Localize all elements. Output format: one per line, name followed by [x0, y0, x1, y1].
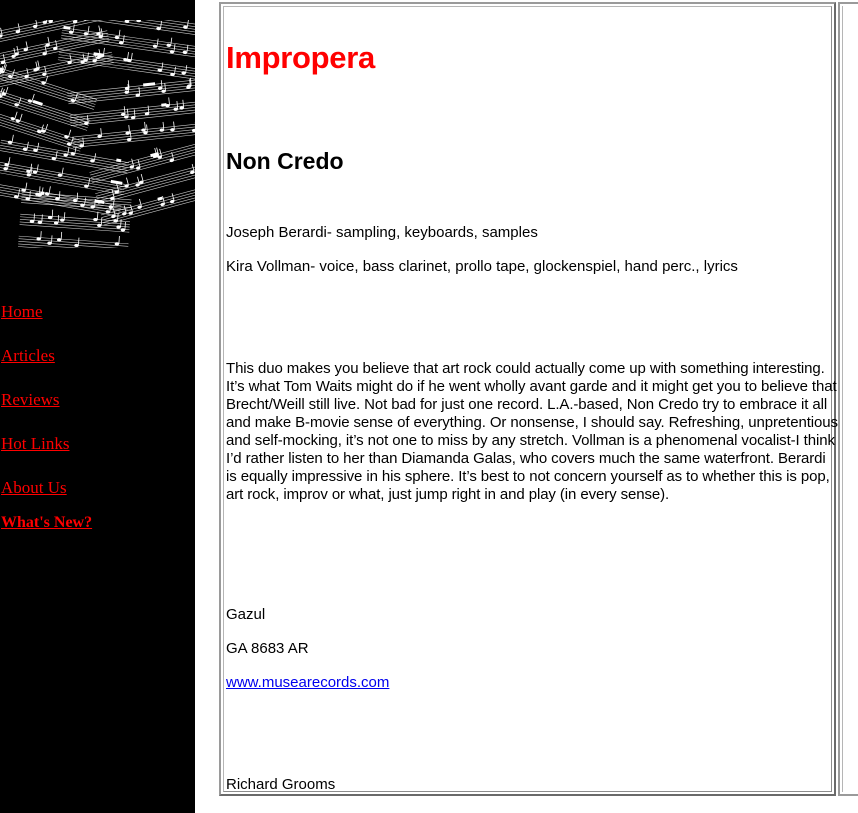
site-title: Impropera: [226, 40, 375, 75]
sidebar: [0, 0, 195, 813]
credit-line: Kira Vollman- voice, bass clarinet, prollo tape, glockenspiel, hand perc., lyrics: [226, 258, 738, 275]
album-title: Non Credo: [226, 148, 344, 174]
catalog-number: GA 8683 AR: [226, 640, 309, 657]
nav-link-about-us[interactable]: About Us: [1, 478, 67, 497]
nav-link-articles[interactable]: Articles: [1, 346, 55, 365]
record-label: Gazul: [226, 606, 266, 623]
nav-link-home[interactable]: Home: [1, 302, 43, 321]
nav-link-hot-links[interactable]: Hot Links: [1, 434, 70, 453]
right-frame-edge: [838, 2, 858, 796]
sheet-music-collage-image: [0, 20, 195, 248]
reviewer-name: Richard Grooms: [226, 776, 336, 793]
nav-link-reviews[interactable]: Reviews: [1, 390, 60, 409]
review-text: This duo makes you believe that art rock could actually come up with something interesting. It’s what Tom Waits might do if he went wholly avant garde and it might get you to believe that Brecht/Weill still live. Not bad for just one record. L.A.-based, Non Credo try to embrace it all and make B-movie sense of everything. Or nonsense, I should say. Refreshing, unpretentious and self-mocking, it’s not one to miss by any stretch. Vollman is a phenomenal vocalist-I think I’d rather listen to her than Diamanda Galas, who covers much the same waterfront. Berardi is equally impressive in his sphere. It’s best to not concern yourself as to whether this is pop, art rock, improv or what, just jump right in and play (in every sense).: [226, 360, 838, 503]
label-website-link[interactable]: www.musearecords.com: [226, 674, 390, 691]
nav-link-whats-new[interactable]: What's New?: [1, 514, 93, 531]
label-website-paragraph: [226, 674, 389, 692]
credit-line: Joseph Berardi- sampling, keyboards, samples: [226, 224, 538, 241]
